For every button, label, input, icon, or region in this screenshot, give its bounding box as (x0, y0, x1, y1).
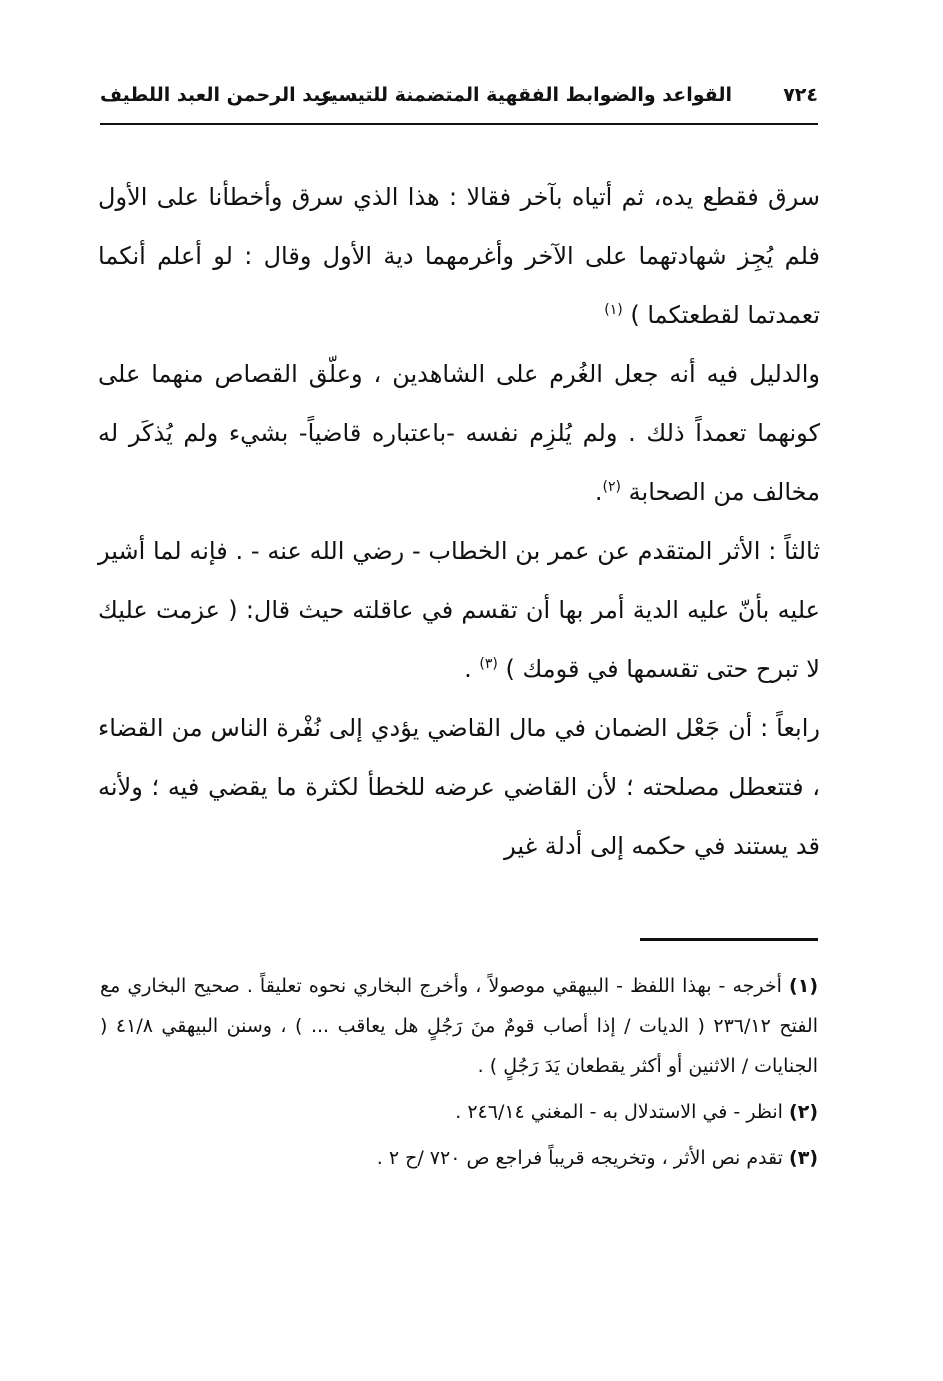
book-title: القواعد والضوابط الفقهية المتضمنة للتيسير (318, 84, 732, 106)
paragraph-2-text: والدليل فيه أنه جعل الغُرم على الشاهدين ، وعلّق القصاص منهما على كونهما تعمداً ذلك . ولم يُلزِم نفسه -باعتباره قاضياً- بشيء ولم يُذكَر له مخالف من الصحابة (98, 360, 820, 506)
footnote-2 (100, 1092, 818, 1132)
paragraph-3 (98, 522, 820, 699)
body-text (98, 168, 820, 876)
header-rule (100, 123, 818, 125)
paragraph-1 (98, 168, 820, 345)
page-number: ٧٢٤ (783, 84, 818, 106)
footnote-ref-1: (١) (604, 302, 623, 318)
paragraph-4-text: رابعاً : أن جَعْل الضمان في مال القاضي يؤدي إلى نُفْرة الناس من القضاء ، فتتعطل مصلحته ؛ لأن القاضي عرضه للخطأ لكثرة ما يقضي فيه ؛ ولأنه قد يستند في حكمه إلى أدلة غير (98, 714, 820, 860)
paragraph-3-end: . (464, 655, 472, 683)
footnote-text: انظر - في الاستدلال به - المغني ٢٤٦/١٤ . (455, 1101, 783, 1123)
footnotes (100, 966, 818, 1184)
footnote-number: (٣) (789, 1147, 818, 1169)
footnote-number: (٢) (789, 1101, 818, 1123)
paragraph-3-text: ثالثاً : الأثر المتقدم عن عمر بن الخطاب - رضي الله عنه - . فإنه لما أشير عليه بأنّ عليه الدية أمر بها أن تقسم في عاقلته حيث قال: ( عزمت عليك لا تبرح حتى تقسمها في قومك ) (98, 537, 820, 683)
footnote-number: (١) (789, 975, 818, 997)
footnote-3 (100, 1138, 818, 1178)
footnote-text: أخرجه - بهذا اللفظ - البيهقي موصولاً ، وأخرج البخاري نحوه تعليقاً . صحيح البخاري مع الفتح ٢٣٦/١٢ ( الديات / إذا أصاب قومٌ منَ رَجُلٍ هل يعاقب ... ) ، وسنن البيهقي ٤١/٨ ( الجنايات / الاثنين أو أكثر يقطعان يَدَ رَجُلٍ ) . (100, 975, 818, 1077)
paragraph-4 (98, 699, 820, 876)
footnote-separator (640, 938, 818, 941)
paragraph-1-text: سرق فقطع يده، ثم أتياه بآخر فقالا : هذا الذي سرق وأخطأنا على الأول فلم يُجِز شهادتهما على الآخر وأغرمهما دية الأول وقال : لو أعلم أنكما تعمدتما لقطعتكما ) (98, 183, 820, 329)
running-header (100, 78, 818, 112)
paragraph-2-end: . (594, 478, 603, 506)
footnote-text: تقدم نص الأثر ، وتخريجه قريباً فراجع ص ٧٢٠ /ح ٢ . (376, 1147, 783, 1169)
author-name: د. عبد الرحمن العبد اللطيف (100, 84, 358, 106)
footnote-ref-2: (٢) (602, 479, 622, 495)
paragraph-2 (98, 345, 820, 522)
footnote-1 (100, 966, 818, 1086)
footnote-ref-3: (٣) (479, 656, 498, 672)
